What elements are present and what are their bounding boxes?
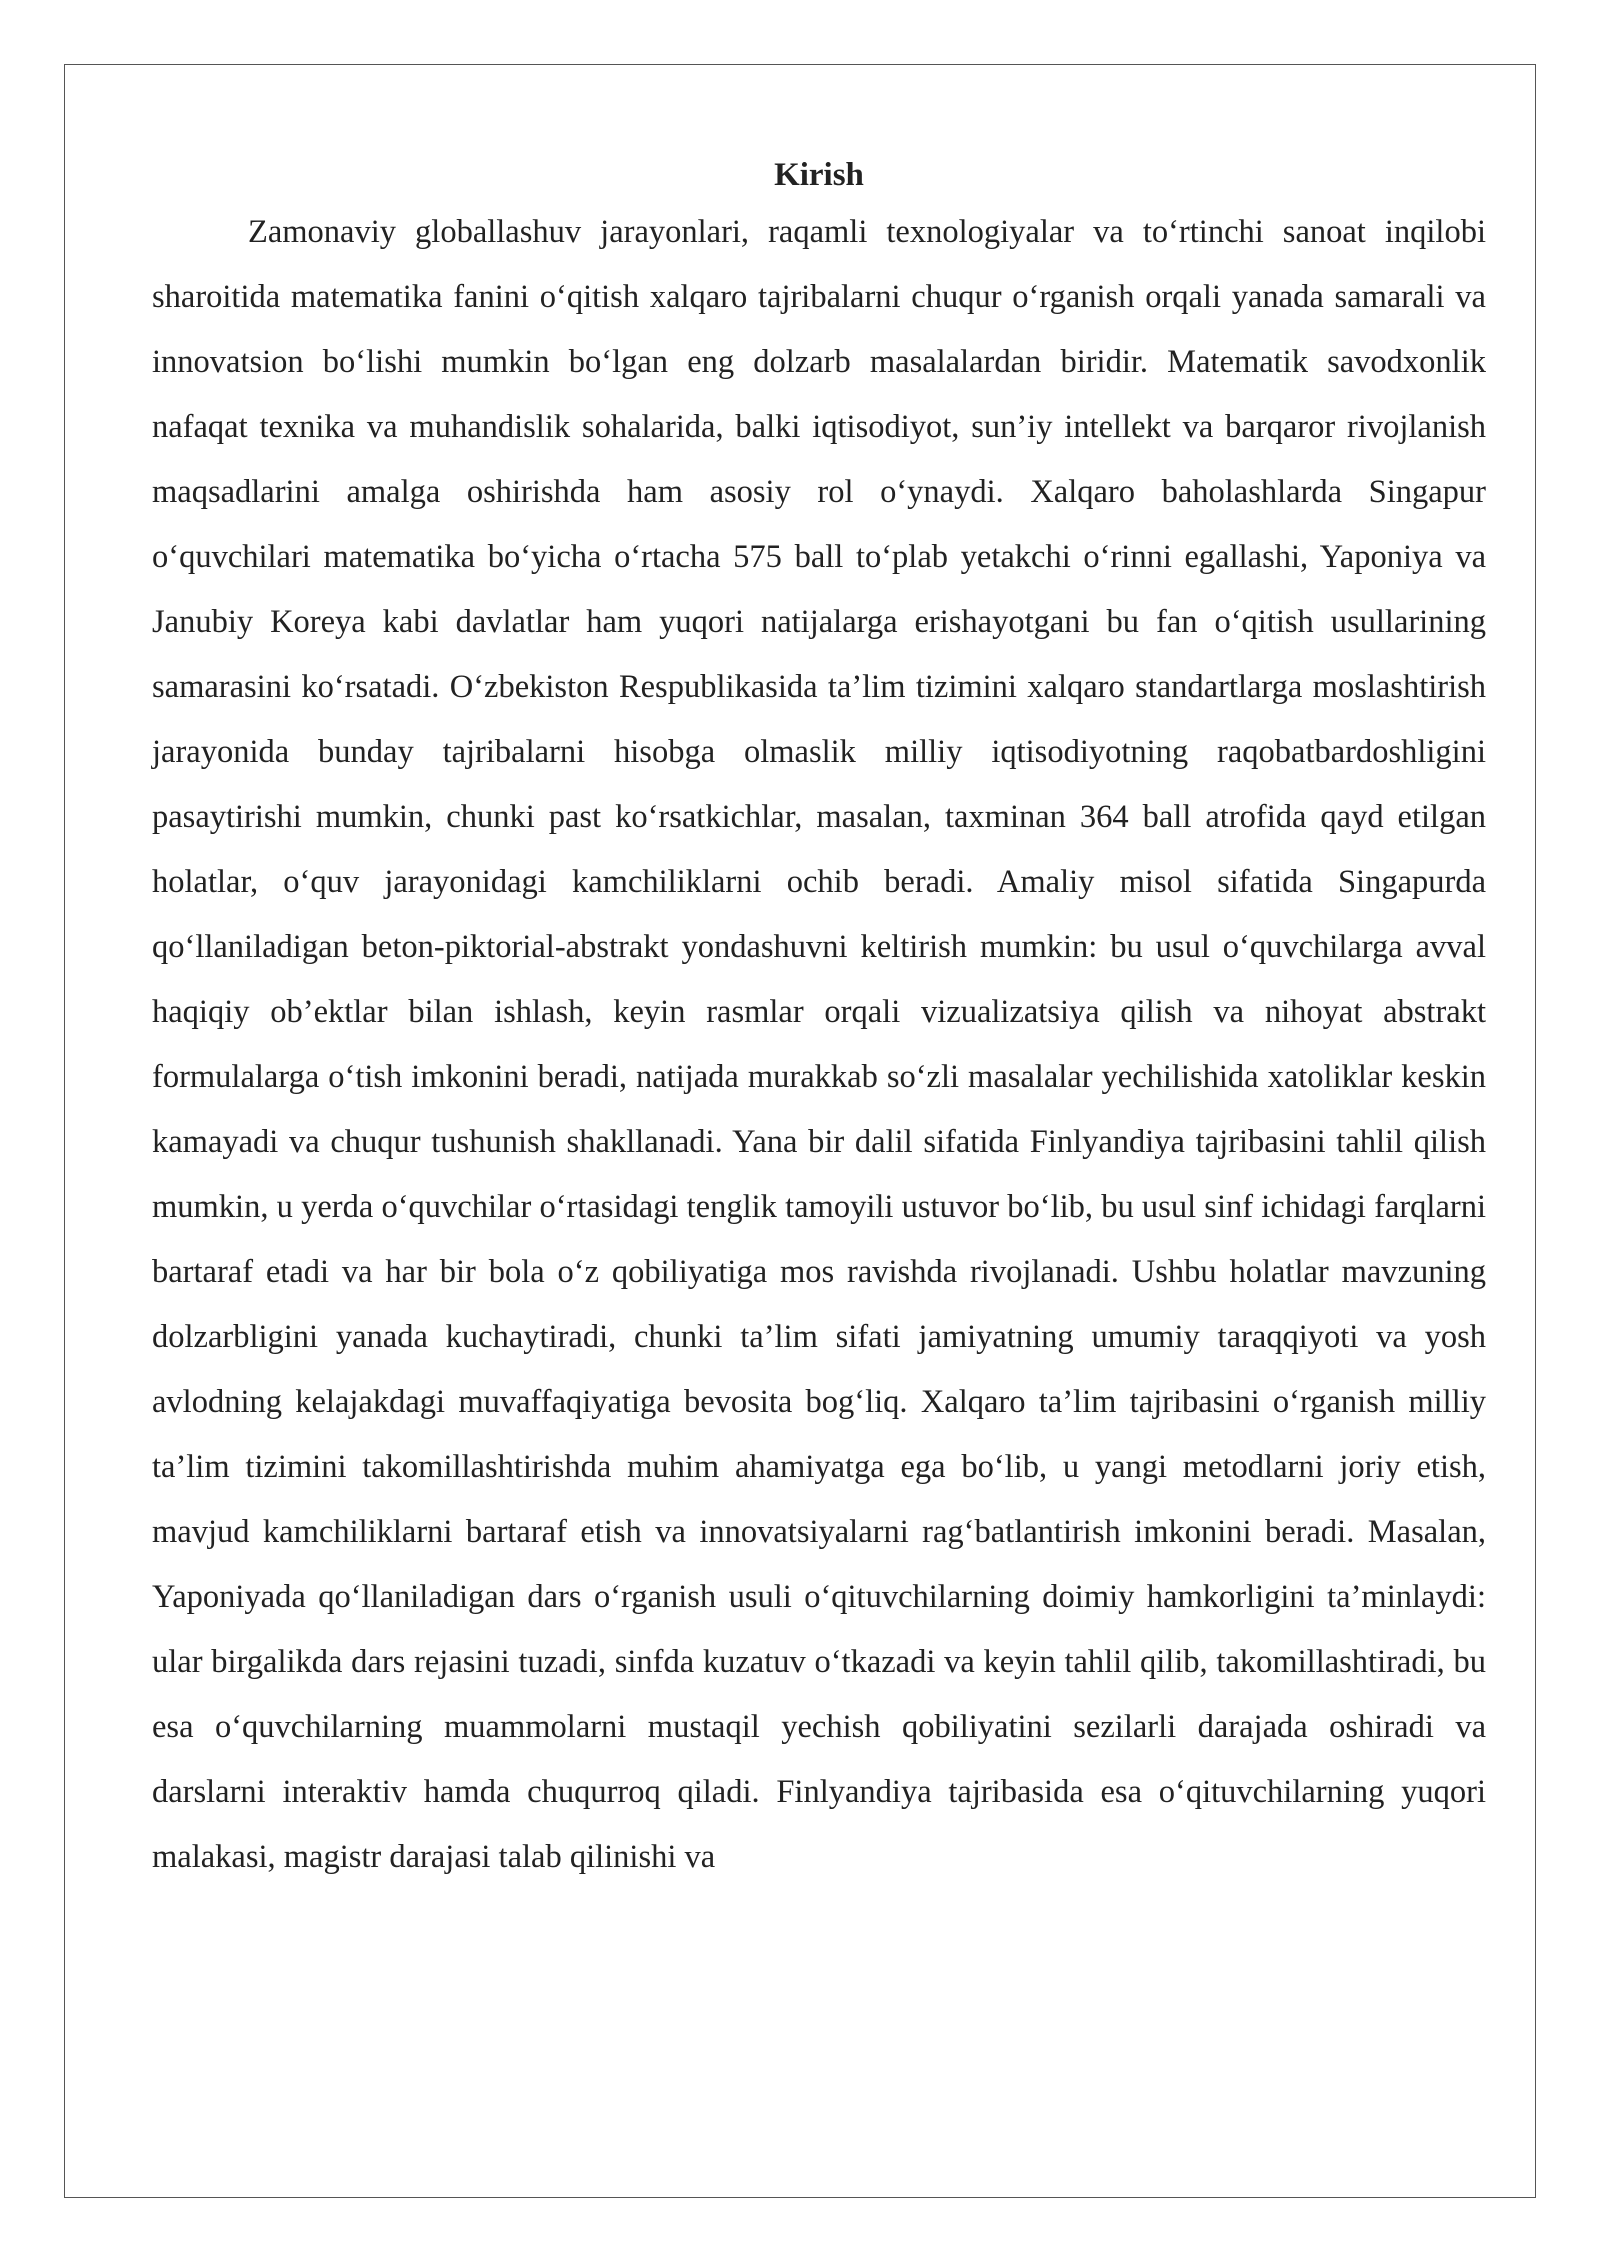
page-title: Kirish [774, 157, 864, 193]
document-body [152, 150, 1486, 1890]
body-paragraph: Zamonaviy globallashuv jarayonlari, raqamli texnologiyalar va to‘rtinchi sanoat inqilobi sharoitida matematika fanini o‘qitish xalqaro tajribalarni chuqur o‘rganish orqali yanada samarali va innovatsion bo‘lishi mumkin bo‘lgan eng dolzarb masalalardan biridir. Matematik savodxonlik nafaqat texnika va muhandislik sohalarida, balki iqtisodiyot, sun’iy intellekt va barqaror rivojlanish maqsadlarini amalga oshirishda ham asosiy rol o‘ynaydi. Xalqaro baholashlarda Singapur o‘quvchilari matematika bo‘yicha o‘rtacha 575 ball to‘plab yetakchi o‘rinni egallashi, Yaponiya va Janubiy Koreya kabi davlatlar ham yuqori natijalarga erishayotgani bu fan o‘qitish usullarining samarasini ko‘rsatadi. O‘zbekiston Respublikasida ta’lim tizimini xalqaro standartlarga moslashtirish jarayonida bunday tajribalarni hisobga olmaslik milliy iqtisodiyotning raqobatbardoshligini pasaytirishi mumkin, chunki past ko‘rsatkichlar, masalan, taxminan 364 ball atrofida qayd etilgan holatlar, o‘quv jarayonidagi kamchiliklarni ochib beradi. Amaliy misol sifatida Singapurda qo‘llaniladigan beton-piktorial-abstrakt yondashuvni keltirish mumkin: bu usul o‘quvchilarga avval haqiqiy ob’ektlar bilan ishlash, keyin rasmlar orqali vizualizatsiya qilish va nihoyat abstrakt formulalarga o‘tish imkonini beradi, natijada murakkab so‘zli masalalar yechilishida xatoliklar keskin kamayadi va chuqur tushunish shakllanadi. Yana bir dalil sifatida Finlyandiya tajribasini tahlil qilish mumkin, u yerda o‘quvchilar o‘rtasidagi tenglik tamoyili ustuvor bo‘lib, bu usul sinf ichidagi farqlarni bartaraf etadi va har bir bola o‘z qobiliyatiga mos ravishda rivojlanadi. Ushbu holatlar mavzuning dolzarbligini yanada kuchaytiradi, chunki ta’lim sifati jamiyatning umumiy taraqqiyoti va yosh avlodning kelajakdagi muvaffaqiyatiga bevosita bog‘liq. Xalqaro ta’lim tajribasini o‘rganish milliy ta’lim tizimini takomillashtirishda muhim ahamiyatga ega bo‘lib, u yangi metodlarni joriy etish, mavjud kamchiliklarni bartaraf etish va innovatsiyalarni rag‘batlantirish imkonini beradi. Masalan, Yaponiyada qo‘llaniladigan dars o‘rganish usuli o‘qituvchilarning doimiy hamkorligini ta’minlaydi: ular birgalikda dars rejasini tuzadi, sinfda kuzatuv o‘tkazadi va keyin tahlil qilib, takomillashtiradi, bu esa o‘quvchilarning muammolarni mustaqil yechish qobiliyatini sezilarli darajada oshiradi va darslarni interaktiv hamda chuqurroq qiladi. Finlyandiya tajribasida esa o‘qituvchilarning yuqori malakasi, magistr darajasi talab qilinishi va [152, 214, 1486, 1875]
